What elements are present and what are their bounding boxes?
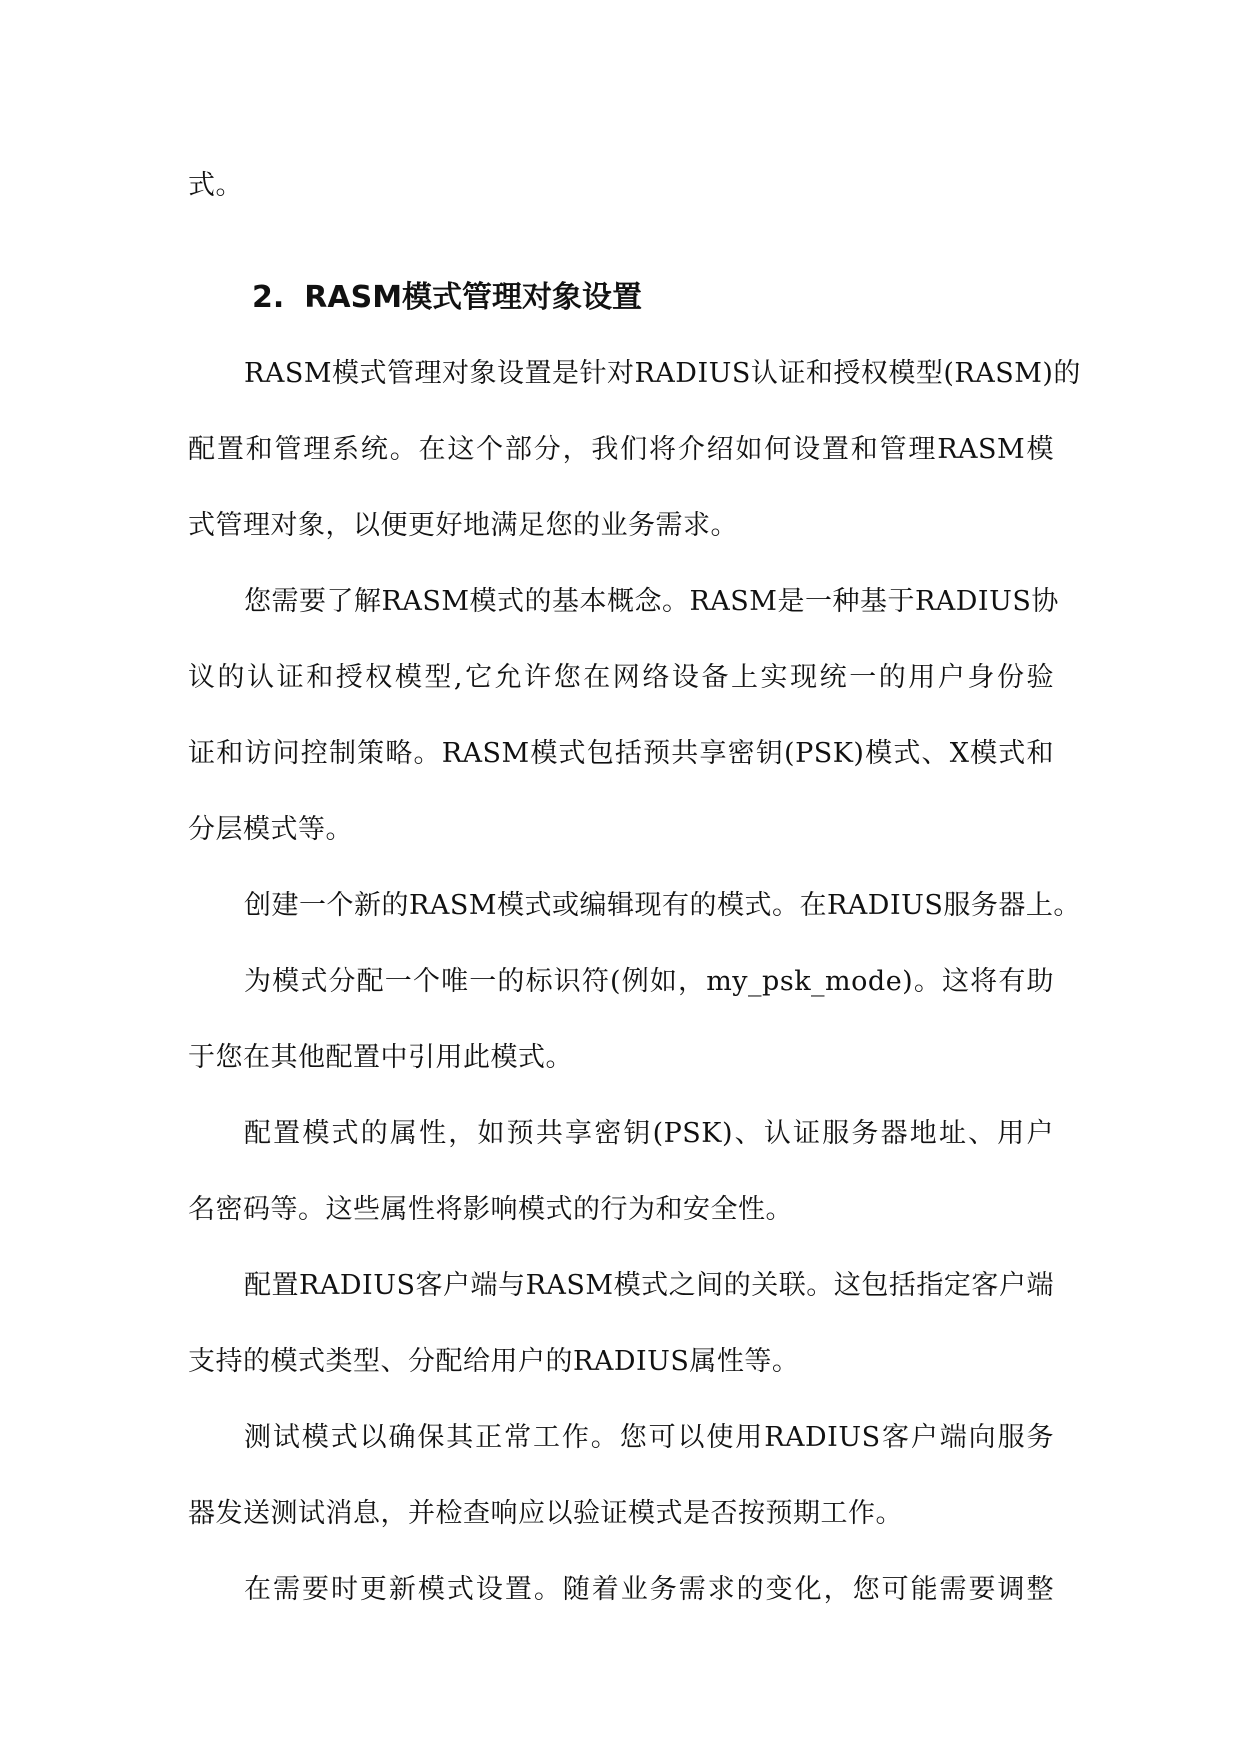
page-content [188,148,1081,1628]
paragraph-line: 证和访问控制策略。RASM模式包括预共享密钥(PSK)模式、X模式和 [188,738,1054,769]
paragraph-line: 议的认证和授权模型,它允许您在网络设备上实现统一的用户身份验 [188,662,1054,693]
paragraph-line: 配置RADIUS客户端与RASM模式之间的关联。这包括指定客户端 [244,1270,1054,1301]
paragraph-7 [188,1400,1054,1552]
section-title: RASM模式管理对象设置 [304,280,643,315]
paragraph-line: 于您在其他配置中引用此模式。 [188,1042,573,1073]
paragraph-line: 名密码等。这些属性将影响模式的行为和安全性。 [188,1194,793,1225]
paragraph-line: 支持的模式类型、分配给用户的RADIUS属性等。 [188,1346,800,1377]
paragraph-line: 测试模式以确保其正常工作。您可以使用RADIUS客户端向服务 [244,1422,1054,1453]
paragraph-3 [188,868,1081,944]
paragraph-line: 器发送测试消息，并检查响应以验证模式是否按预期工作。 [188,1498,903,1529]
paragraph-4 [188,944,1054,1096]
paragraph-line: 配置模式的属性，如预共享密钥(PSK)、认证服务器地址、用户 [244,1118,1054,1149]
paragraph-line: 配置和管理系统。在这个部分，我们将介绍如何设置和管理RASM模 [188,434,1054,465]
paragraph-line: 式管理对象，以便更好地满足您的业务需求。 [188,510,738,541]
section-number: 2. [252,280,285,315]
paragraph-1 [188,336,1081,564]
paragraph-5 [188,1096,1054,1248]
paragraph-line: 为模式分配一个唯一的标识符(例如，my_psk_mode)。这将有助 [244,966,1054,997]
paragraph-8 [188,1552,1054,1628]
paragraph-line: RASM模式管理对象设置是针对RADIUS认证和授权模型(RASM)的 [244,358,1081,389]
section-heading [188,260,1054,336]
paragraph-line: 分层模式等。 [188,814,353,845]
paragraph-line: 您需要了解RASM模式的基本概念。RASM是一种基于RADIUS协 [244,586,1059,617]
paragraph-2 [188,564,1059,868]
lead-fragment: 式。 [188,170,243,201]
paragraph-6 [188,1248,1054,1400]
paragraph-line: 创建一个新的RASM模式或编辑现有的模式。在RADIUS服务器上。 [244,890,1081,921]
paragraph-line: 在需要时更新模式设置。随着业务需求的变化，您可能需要调整 [244,1574,1054,1605]
